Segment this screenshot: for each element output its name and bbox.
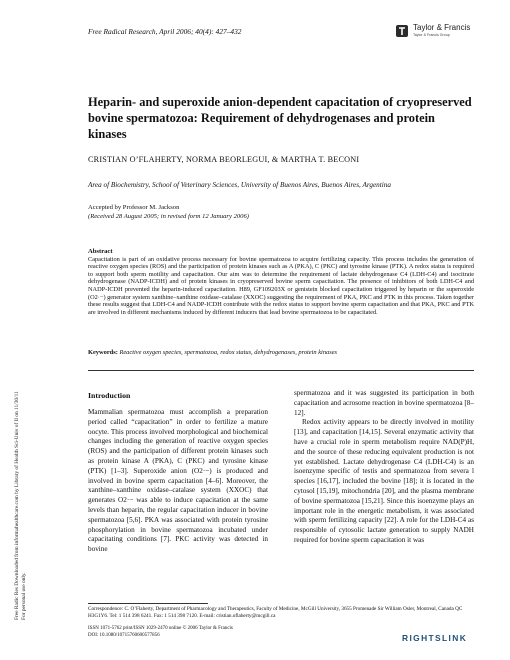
download-note-line1: Free Radic Res Downloaded from informahealthcare.com by Library of Health Sci-Univ of Il on 11/30/11 xyxy=(14,391,20,620)
abstract xyxy=(88,248,474,316)
received-dates: (Received 28 August 2005; in revised form 12 January 2006) xyxy=(88,213,249,220)
publisher-name: Taylor & Francis xyxy=(413,23,471,32)
download-note xyxy=(14,200,36,620)
issn-block xyxy=(88,626,233,639)
body-column-left xyxy=(88,408,268,555)
body-paragraph: Mammalian spermatozoa must accomplish a preparation period called “capacitation” in order to fertilize a mature oocyte. This process involved morphological and biochemical changes including the generation of reactive oxygen species (ROS) and the participation of different protein kinases such as protein kinase A (PKA), C (PKC) and tyrosine kinase (PTK) [1–3]. Superoxide anion (O2·−) is produced and involved in bovine sperm capacitation [4–6]. Moreover, the xanthine–xanthine oxidase–catalase system (XXOC) that generates O2·− was able to induce capacitation at the same levels than heparin, the regular capacitation inducer in bovine spermatozoa [5,6]. PKA was associated with protein tyrosine phosphorylation in bovine spermatozoa incubated under capacitating conditions [7]. PKC activity was detected in bovine xyxy=(88,408,268,554)
journal-citation: Free Radical Research, April 2006; 40(4): 427–432 xyxy=(88,27,242,36)
introduction-heading: Introduction xyxy=(88,391,131,400)
download-note-line2: For personal use only. xyxy=(21,572,27,620)
author-list: CRISTIAN O’FLAHERTY, NORMA BEORLEGUI, & MARTHA T. BECONI xyxy=(88,155,360,164)
section-divider xyxy=(88,370,474,371)
correspondence-footnote: Correspondence: C. O’Flaherty, Department of Pharmacology and Therapeutics, Faculty of Medicine, McGill University, 3655 Promenade Sir William Osler, Montreal, Canada QC H3G1Y6. Tel: 1 514 398 6241. Fax: 1 514 398 7120. E-mail: cristian.oflaherty@mcgill.ca xyxy=(88,606,463,619)
taylor-francis-icon xyxy=(395,24,409,38)
footnote-rule xyxy=(88,603,208,604)
issn: ISSN 1071-5762 print/ISSN 1029-2470 online © 2006 Taylor & Francis xyxy=(88,626,233,631)
publisher-subname: Taylor & Francis Group xyxy=(413,33,450,37)
publisher-logo xyxy=(395,20,473,46)
body-column-right xyxy=(294,389,474,546)
doi: DOI: 10.1080/10715760600577856 xyxy=(88,632,160,638)
abstract-text: Capacitation is part of an oxidative process necessary for bovine spermatozoa to acquire fertilizing capacity. This process includes the generation of reactive oxygen species (ROS) and the participation of protein kinases such as A (PKA), C (PKC) and tyrosine kinase (PTK). A redox status is required to support both sperm motility and capacitation. Our aim was to determine the requirement of lactate dehydrogenase C4 (LDH-C4) and isocitrate dehydrogenase (NADP-ICDH) and of protein kinases in cryopreserved bovine sperm capacitation. The presence of inhibitors of both LDH-C4 and NADP-ICDH prevented the heparin-induced capacitation. H89, GF109203X or genistein blocked capacitation triggered by heparin or the superoxide (O2·−) generator system xanthine–xanthine oxidase–catalase (XXOC) suggesting the requirement of PKA, PKC and PTK in this process. Taken together these results suggest that LDH-C4 and NADP-ICDH contribute with the redox status to support bovine sperm capacitation and that PKA, PKC and PTK are involved in different mechanisms induced by different inducers that lead bovine spermatozoa to be capacitated. xyxy=(88,255,474,316)
keywords-text: Reactive oxygen species, spermatozoa, redox status, dehydrogenases, protein kinases xyxy=(119,349,338,356)
accepted-by: Accepted by Professor M. Jackson xyxy=(88,204,180,211)
keywords-label: Keywords: xyxy=(88,349,118,356)
body-paragraph: Redox activity appears to be directly involved in motility [13], and capacitation [14,15]. Several enzymatic activity that have a crucial role in sperm metabolism require NAD(P)H, and the source of these reducing equivalent production is not yet established. Lactate dehydrogenase C4 (LDH-C4) is an isoenzyme specific of testis and spermatozoa from severa l species [16,17], included the bovine [18]; it is located in the cytosol [15,19], mitochondria [20], and the plasma membrane of bovine spermatozoa [15,21]. Since this isoenzyme plays an important role in the energetic metabolism, it was associated with sperm fertilizing capacity [22]. A role for the LDH-C4 as responsible of cytosolic lactate generation to supply NADH required for bovine sperm capacitation it was xyxy=(294,418,474,544)
article-title: Heparin- and superoxide anion-dependent capacitation of cryopreserved bovine spermatozoa: Requirement of dehydrogenases and protein kinases xyxy=(88,95,472,141)
keywords xyxy=(88,349,474,356)
rightslink-logo: RIGHTSLINK xyxy=(402,633,468,643)
body-paragraph: spermatozoa and it was suggested its participation in both capacitation and acrosome reaction in bovine spermatozoa [8–12]. xyxy=(294,389,474,417)
abstract-heading: Abstract xyxy=(88,248,113,255)
affiliation: Area of Biochemistry, School of Veterinary Sciences, University of Buenos Aires, Buenos Aires, Argentina xyxy=(88,181,391,189)
